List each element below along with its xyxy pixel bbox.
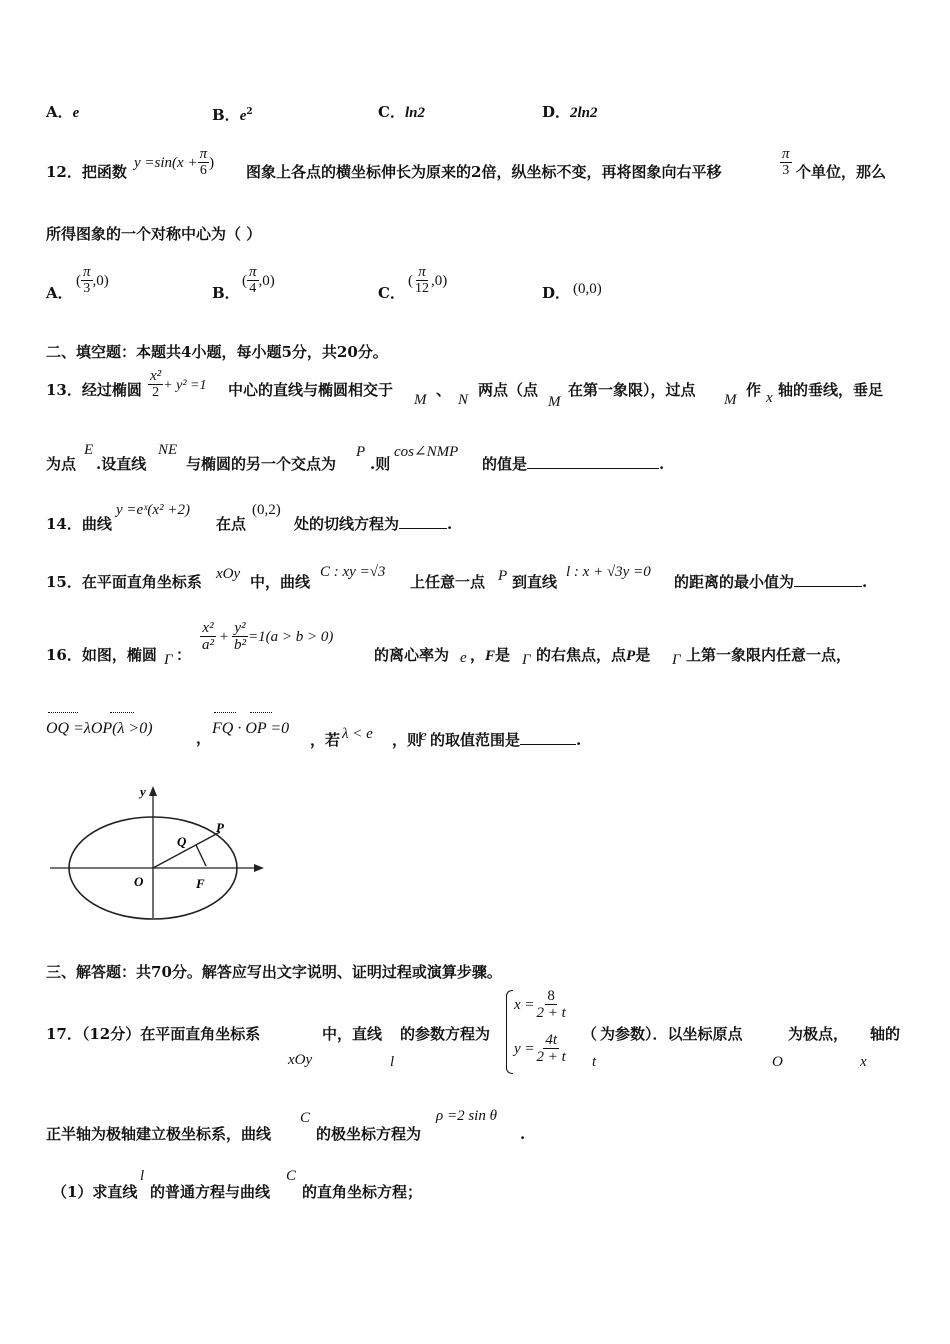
q16-equation: $\frac{\text{x²}}{\text{a²}}$ + $\frac{\text{y²}}{\text{b²}}$ =1(a > b > 0) [202, 620, 334, 653]
q14-text3: 处的切线方程为 . [294, 515, 453, 533]
q16-vec2: FQ · OP =0 [212, 720, 290, 737]
label-q: Q [177, 834, 187, 849]
q17-text4: （ [582, 1025, 598, 1043]
q16-vec1: OQ =λOP(λ >0) [46, 720, 153, 737]
q12-a-label: A． [46, 284, 73, 302]
q13-M3: M [724, 392, 737, 408]
q17-l2: l [140, 1168, 145, 1184]
q13-N: N [458, 392, 469, 408]
q17-l2c: . [520, 1125, 526, 1143]
q13-text1: 13．经过椭圆 [46, 381, 142, 399]
q16-gamma3: Γ [672, 652, 681, 668]
q17-rho: ρ =2 sin θ [436, 1108, 497, 1124]
q12-option-a: ( $\frac{\pi}{3}$ ,0) [76, 264, 109, 296]
q17-part1b: 的普通方程与曲线 [150, 1183, 271, 1201]
vector-arrow-op [110, 712, 134, 719]
q15-curve: C : xy =√3 [320, 564, 386, 580]
section3-heading: 三、解答题：共70分。解答应写出文字说明、证明过程或演算步骤。 [46, 963, 502, 981]
q15-text2: 中，曲线 [250, 573, 311, 591]
q13-M: M [414, 392, 427, 408]
q11-option-b: B．$e^2$ [212, 106, 253, 124]
q15-xoy: xOy [216, 566, 241, 582]
q13-x: x [766, 390, 773, 406]
q13-sep: 、 [436, 381, 452, 399]
q17-l2a: 正半轴为极轴建立极坐标系，曲线 [46, 1125, 272, 1143]
q17-text7: 轴的 [870, 1025, 901, 1043]
q17-text5: 为参数）．以坐标原点 [600, 1025, 743, 1043]
q12-option-c: ( $\frac{\pi}{12}$ ,0) [408, 264, 448, 296]
x-axis-arrow [254, 864, 264, 872]
q14-point: (0,2) [252, 502, 281, 518]
q16-text5: 的右焦点，点P是 [536, 646, 651, 664]
q13-cos: cos∠NMP [394, 444, 459, 460]
q15-text4: 到直线 [512, 573, 558, 591]
q16-gamma2: Γ [522, 652, 531, 668]
q13-P: P [356, 444, 366, 460]
q13-l2e: 的值是 . [482, 455, 665, 473]
q16-e2: e [420, 728, 427, 744]
q16-comma: ， [196, 729, 212, 747]
q12-option-b: ( $\frac{\pi}{4}$ ,0) [242, 264, 275, 296]
q12-b-label: B． [212, 284, 240, 302]
q16-text7: 上第一象限内任意一点， [686, 646, 852, 664]
q16-text3: ，F是 [470, 646, 511, 664]
vector-arrow-op2 [250, 712, 272, 719]
q13-l2a: 为点 [46, 455, 77, 473]
q17-xoy: xOy [288, 1052, 313, 1068]
q12-number: 12．把函数 [46, 163, 127, 181]
q12-function: y =sin(x + $\frac{\pi}{6}$ ) [134, 146, 215, 178]
q12-d-label: D． [542, 284, 571, 302]
q11-option-d: D．2ln2 [542, 103, 598, 121]
q13-l2d: .则 [370, 455, 391, 473]
q13-ellipse: $\frac{\text{x²}}{2}$ + y² =1 [150, 368, 207, 400]
q17-text6: 为极点， [788, 1025, 849, 1043]
q15-P: P [498, 568, 508, 584]
q16-cond: λ < e [342, 726, 373, 742]
q16-text8: ，若 [310, 731, 341, 749]
q17-part1c: 的直角坐标方程； [302, 1183, 423, 1201]
q17-l2b: 的极坐标方程为 [316, 1125, 422, 1143]
label-p: P [216, 820, 224, 835]
q17-C: C [300, 1110, 311, 1126]
param-eq-x: x = $\frac{8}{2 + t}$ [514, 988, 566, 1021]
q12-c-label: C． [378, 284, 405, 302]
section2-heading: 二、填空题：本题共4小题，每小题5分，共20分。 [46, 343, 388, 361]
param-brace [506, 990, 513, 1074]
q13-l2c: 与椭圆的另一个交点为 [186, 455, 337, 473]
q13-E: E [84, 442, 94, 458]
segment-op [153, 832, 220, 868]
q17-text3: 的参数方程为 [400, 1025, 491, 1043]
q11-option-a: A．e [46, 103, 80, 121]
q13-text5: 作 [746, 381, 762, 399]
label-o: O [134, 874, 144, 889]
q16-text2: 的离心率为 [374, 646, 450, 664]
q17-l: l [390, 1054, 395, 1070]
q15-line: l : x + √3y =0 [566, 564, 651, 580]
q15-text5: 的距离的最小值为 . [674, 573, 868, 591]
q15-text1: 15．在平面直角坐标系 [46, 573, 202, 591]
q14-func: y =eˣ(x² +2) [116, 502, 190, 518]
q16-text1: 16．如图，椭圆 [46, 646, 157, 664]
q14-text1: 14．曲线 [46, 515, 112, 533]
q17-O: O [772, 1054, 783, 1070]
q13-l2b: .设直线 [96, 455, 147, 473]
q16-text10: 的取值范围是 . [430, 731, 582, 749]
vector-arrow-oq [48, 712, 78, 719]
segment-qf [196, 845, 206, 866]
q17-x: x [860, 1054, 867, 1070]
q17-text2: 中，直线 [322, 1025, 383, 1043]
vector-arrow-fq [214, 712, 236, 719]
q17-t: t [592, 1054, 597, 1070]
ellipse-figure [50, 780, 270, 920]
q14-text2: 在点 [216, 515, 247, 533]
q12-line2: 所得图象的一个对称中心为（ ） [46, 225, 262, 243]
q12-text1: 图象上各点的横坐标伸长为原来的2倍，纵坐标不变，再将图象向右平移 [246, 163, 722, 181]
y-axis-arrow [149, 786, 157, 796]
q12-option-d: (0,0) [573, 281, 602, 297]
q12-shift: $\frac{\pi}{3}$ [782, 146, 790, 178]
q13-M2: M [548, 394, 561, 410]
label-f: F [196, 876, 205, 891]
q17-part1a: （1）求直线 [52, 1183, 138, 1201]
q15-text3: 上任意一点 [410, 573, 486, 591]
q11-option-c: C．ln2 [378, 103, 425, 121]
q16-gamma: Γ [164, 652, 173, 668]
q17-text1: 17．（12分）在平面直角坐标系 [46, 1025, 261, 1043]
q16-text9: ，则 [392, 731, 423, 749]
param-eq-y: y = $\frac{4t}{2 + t}$ [514, 1032, 566, 1065]
q16-colon: ： [176, 646, 192, 664]
q13-text3: 两点（点 [478, 381, 539, 399]
q13-text6: 轴的垂线，垂足 [778, 381, 884, 399]
q13-text4: 在第一象限），过点 [568, 381, 696, 399]
q12-text2: 个单位，那么 [796, 163, 887, 181]
q17-C2: C [286, 1168, 297, 1184]
q16-e: e [460, 650, 467, 666]
q13-text2: 中心的直线与椭圆相交于 [228, 381, 394, 399]
label-y: y [140, 784, 146, 799]
q13-NE: NE [158, 442, 178, 458]
